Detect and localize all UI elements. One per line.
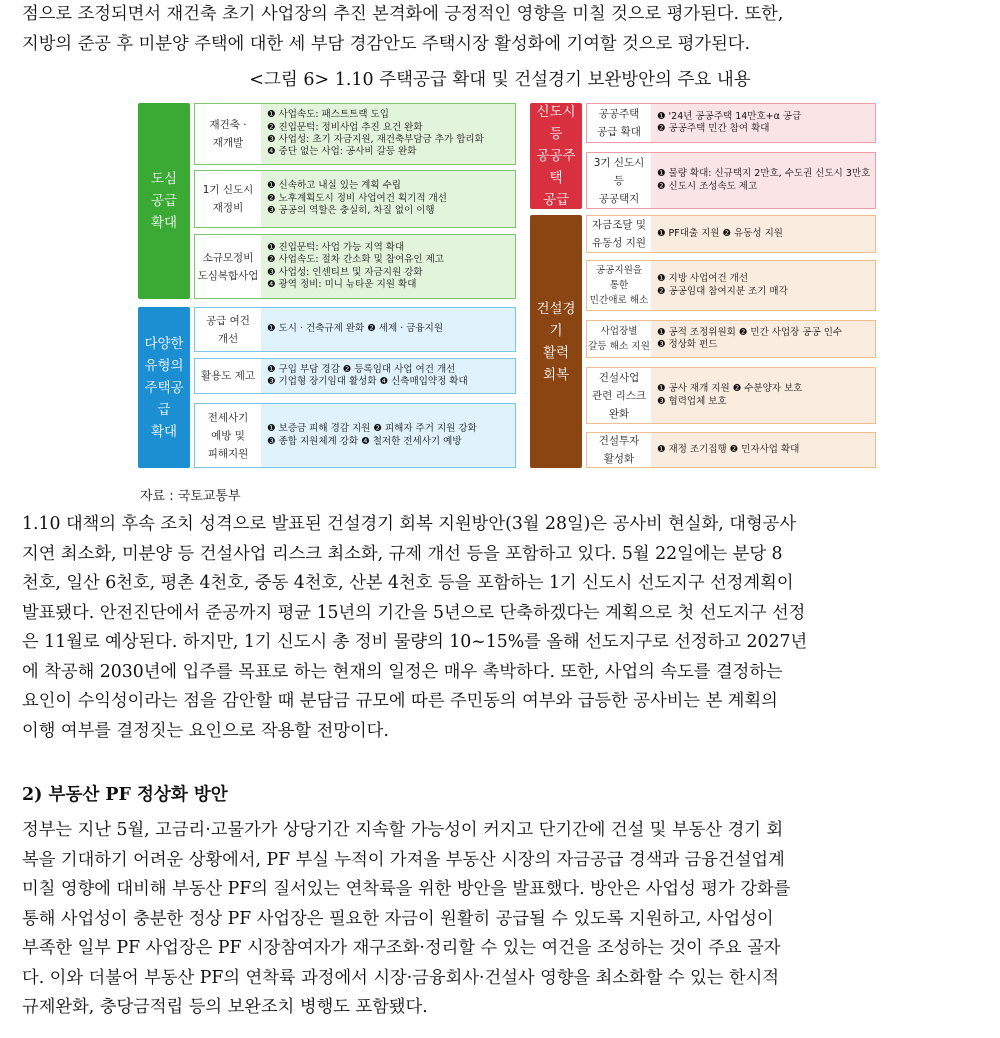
- row-details: [651, 104, 875, 142]
- detail-item: ❷ 노후계획도시 정비 사업여건 획기적 개선: [267, 192, 447, 204]
- text-line: 통해 사업성이 충분한 정상 PF 사업장은 필요한 자금이 원활히 공급될 수 있도록 지원하고, 사업성이: [22, 908, 774, 929]
- detail-item: ❶ '24년 공공주택 14만호+α 공급: [657, 110, 802, 122]
- row-public-housing-expansion: [586, 103, 876, 143]
- row-first-new-town: [194, 170, 516, 228]
- row-details: [651, 216, 875, 252]
- group-construction-recovery: [530, 215, 582, 468]
- text-line: 은 11월로 예상된다. 하지만, 1기 신도시 총 정비 물량의 10~15%를 올해 선도지구로 선정하고 2027년: [22, 632, 808, 652]
- detail-item: ❶ PF대출 지원 ❷ 유동성 지원: [657, 227, 784, 239]
- group-title: 다양한 유형의 주택공급 확대: [144, 335, 184, 440]
- detail-item: ❸ 사업성: 초기 자금지원, 재건축부담금 추가 합리화: [267, 134, 484, 145]
- row-label: 소규모정비 도심복합사업: [195, 235, 261, 298]
- detail-item: ❷ 진입문턱: 정비사업 추진 요건 완화: [267, 121, 423, 133]
- row-label: 공공주택 공급 확대: [587, 104, 651, 142]
- row-small-scale: [194, 234, 516, 299]
- row-investment-activation: [586, 432, 876, 468]
- text-line: 미칠 영향에 대비해 부동산 PF의 질서있는 연착륙을 위한 방안을 발표했다. 방안은 사업성 평가 강화를: [22, 879, 791, 899]
- detail-item: ❶ 사업속도: 패스트트랙 도입: [267, 109, 389, 121]
- text-line: 지연 최소화, 미분양 등 건설사업 리스크 최소화, 규제 개선 등을 포함하고 있다. 5월 22일에는 분당 8: [22, 543, 783, 564]
- text-line: 지방의 준공 후 미분양 주택에 대한 세 부담 경감안도 주택시장 활성화에 기여할 것으로 평가된다.: [22, 33, 750, 54]
- detail-item: ❶ 재정 조기집행 ❷ 민자사업 확대: [657, 443, 800, 455]
- text-line: 이행 여부를 결정짓는 요인으로 작용할 전망이다.: [22, 720, 389, 741]
- detail-item: ❶ 물량 확대: 신규택지 2만호, 수도권 신도시 3만호: [657, 168, 871, 180]
- detail-item: ❶ 구입 부담 경감 ❷ 등록임대 사업 여건 개선: [267, 363, 456, 375]
- text-line: 천호, 일산 6천호, 평촌 4천호, 중동 4천호, 산본 4천호 등을 포함하는 1기 신도시 선도지구 선정계획이: [22, 573, 794, 593]
- detail-item: ❸ 사업성: 인센티브 및 자금지원 강화: [267, 266, 423, 278]
- row-label: 건설투자 활성화: [587, 433, 651, 467]
- detail-item: ❷ 공공주택 민간 참여 확대: [657, 123, 770, 134]
- detail-item: ❸ 종합 지원체계 강화 ❹ 철저한 전세사기 예방: [267, 435, 462, 447]
- row-supply-conditions: [194, 307, 516, 352]
- figure-caption: <그림 6> 1.10 주택공급 확대 및 건설경기 보완방안의 주요 내용: [249, 70, 751, 90]
- group-title: 건설경기 활력 회복: [536, 300, 576, 383]
- detail-item: ❸ 공공의 역할은 충실히, 차질 없이 이행: [267, 205, 435, 217]
- text-line: 규제완화, 충당금적립 등의 보완조치 병행도 포함됐다.: [22, 997, 428, 1017]
- row-financing-support: [586, 215, 876, 253]
- row-details: [651, 261, 875, 310]
- row-jeonse-fraud: [194, 403, 516, 468]
- detail-item: ❶ 공적 조정위원회 ❷ 민간 사업장 공공 인수: [657, 326, 843, 338]
- detail-item: ❸ 기업형 장기임대 활성화 ❹ 신축매입약정 확대: [267, 376, 468, 387]
- row-details: [261, 404, 515, 467]
- row-details: [651, 153, 875, 208]
- row-label: 전세사기 예방 및 피해지원: [195, 404, 261, 467]
- detail-item: ❷ 신도시 조성속도 제고: [657, 180, 758, 192]
- row-details: [261, 308, 515, 351]
- intro-paragraph: [22, 0, 978, 59]
- row-label: 건설사업 관련 리스크 완화: [587, 368, 651, 423]
- text-line: 발표됐다. 안전진단에서 준공까지 평균 15년의 기간을 5년으로 단축하겠다는 계획으로 첫 선도지구 선정: [22, 602, 806, 623]
- row-risk-mitigation: [586, 367, 876, 424]
- section-heading: 2) 부동산 PF 정상화 방안: [22, 785, 228, 805]
- row-utilization: [194, 358, 516, 394]
- body-paragraph-2: [22, 816, 978, 1023]
- group-title: 신도시 등 공공주택 공급: [536, 104, 576, 208]
- row-label: 재건축 · 재개발: [195, 104, 261, 164]
- row-conflict-resolution: [586, 320, 876, 358]
- detail-item: ❷ 공공임대 참여지분 조기 매각: [657, 285, 788, 297]
- row-public-support: [586, 260, 876, 311]
- detail-item: ❶ 진입문턱: 사업 가능 지역 확대: [267, 241, 405, 253]
- row-label: 공공지원을 통한 민간애로 해소: [587, 261, 651, 310]
- group-diverse-housing: [138, 307, 190, 468]
- row-label: 1기 신도시 재정비: [195, 171, 261, 227]
- body-paragraph-1: [22, 510, 978, 746]
- row-third-new-town: [586, 152, 876, 209]
- text-line: 점으로 조정되면서 재건축 초기 사업장의 추진 본격화에 긍정적인 영향을 미칠 것으로 평가된다. 또한,: [22, 4, 784, 24]
- group-urban-supply: [138, 103, 190, 299]
- row-details: [651, 368, 875, 423]
- policy-figure: [138, 103, 876, 468]
- detail-item: ❹ 광역 정비: 미니 뉴타운 지원 확대: [267, 278, 417, 290]
- text-line: 1.10 대책의 후속 조치 성격으로 발표된 건설경기 회복 지원방안(3월 28일)은 공사비 현실화, 대형공사: [22, 514, 797, 534]
- text-line: 부족한 일부 PF 사업장은 PF 시장참여자가 재구조화·정리할 수 있는 여건을 조성하는 것이 주요 골자: [22, 938, 781, 958]
- row-label: 활용도 제고: [195, 359, 261, 393]
- row-label: 자금조달 및 유동성 지원: [587, 216, 651, 252]
- text-line: 다. 이와 더불어 부동산 PF의 연착륙 과정에서 시장·금융회사·건설사 영향을 최소화할 수 있는 한시적: [22, 967, 780, 988]
- detail-item: ❷ 사업속도: 절차 간소화 및 참여유인 제고: [267, 254, 444, 266]
- row-reconstruction: [194, 103, 516, 165]
- text-line: 복을 기대하기 어려운 상황에서, PF 부실 누적이 가져올 부동산 시장의 자금공급 경색과 금융건설업계: [22, 849, 785, 870]
- text-line: 정부는 지난 5월, 고금리·고물가가 상당기간 지속할 가능성이 커지고 단기간에 건설 및 부동산 경기 회: [22, 820, 784, 840]
- row-details: [261, 171, 515, 227]
- row-details: [261, 359, 515, 393]
- detail-item: ❶ 신속하고 내실 있는 계획 수립: [267, 180, 401, 192]
- row-details: [651, 321, 875, 357]
- text-line: 요인이 수익성이라는 점을 감안할 때 분담금 규모에 따른 주민동의 여부와 급등한 공사비는 본 계획의: [22, 691, 778, 711]
- detail-item: ❶ 보증금 피해 경감 지원 ❷ 피해자 주거 지원 강화: [267, 423, 477, 435]
- detail-item: ❶ 지방 사업여건 개선: [657, 273, 749, 285]
- row-details: [651, 433, 875, 467]
- row-label: 사업장별 갈등 해소 지원: [587, 321, 651, 357]
- row-details: [261, 235, 515, 298]
- figure-source: 자료 : 국토교통부: [140, 489, 241, 504]
- detail-item: ❸ 정상화 펀드: [657, 339, 718, 350]
- row-label: 공급 여건 개선: [195, 308, 261, 351]
- detail-item: ❶ 공사 재개 지원 ❷ 수분양자 보호: [657, 383, 803, 395]
- detail-item: ❶ 도시 · 건축규제 완화 ❷ 세제 · 금융지원: [267, 323, 444, 335]
- group-title: 도심 공급 확대: [150, 171, 178, 231]
- row-details: [261, 104, 515, 164]
- row-label: 3기 신도시 등 공공택지: [587, 153, 651, 208]
- group-public-housing: [530, 103, 582, 209]
- text-line: 에 착공해 2030년에 입주를 목표로 하는 현재의 일정은 매우 촉박하다. 또한, 사업의 속도를 결정하는: [22, 661, 783, 682]
- detail-item: ❹ 중단 없는 사업: 공사비 갈등 완화: [267, 146, 417, 158]
- detail-item: ❸ 협력업체 보호: [657, 395, 727, 407]
